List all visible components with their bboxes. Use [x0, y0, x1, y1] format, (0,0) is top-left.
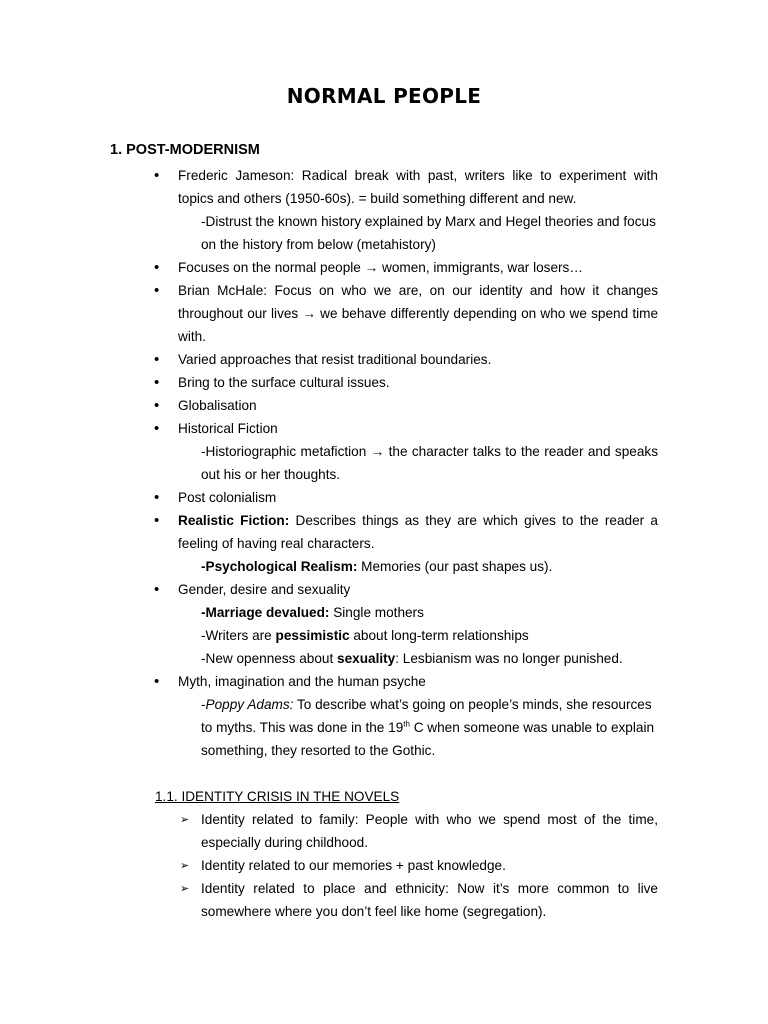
list-item: • Post colonialism [110, 486, 658, 509]
sub-note: -New openness about sexuality: Lesbianism was no longer punished. [201, 651, 623, 666]
sub-note: -Historiographic metafiction → the character talks to the reader and speaks out his or her thoughts. [201, 444, 658, 482]
section-heading-post-modernism: 1. POST-MODERNISM [110, 142, 260, 158]
sub-note: -Psychological Realism: Memories (our past shapes us). [201, 559, 553, 574]
list-item: • Myth, imagination and the human psyche -Poppy Adams: To describe what’s going on people’s minds, she resources to myths. This was done in the 19th C when someone was unable to explain something, they resorted to the Gothic. [110, 670, 658, 762]
sub-note: -Poppy Adams: To describe what’s going on people’s minds, she resources to myths. This was done in the 19th C when someone was unable to explain something, they resorted to the Gothic. [201, 697, 655, 758]
list-item: • Gender, desire and sexuality -Marriage devalued: Single mothers -Writers are pessimistic about long-term relationships -New openness about sexuality: Lesbianism was no longer punished. [110, 578, 658, 670]
identity-crisis-list [110, 808, 658, 923]
list-item: ➢ Identity related to our memories + past knowledge. [110, 854, 658, 877]
list-item: • Brian McHale: Focus on who we are, on our identity and how it changes throughout our lives → we behave differently depending on who we spend time with. [110, 279, 658, 348]
bold-term: Realistic Fiction: [178, 513, 290, 528]
list-item: • Focuses on the normal people → women, immigrants, war losers… [110, 256, 658, 279]
post-modernism-list [110, 164, 658, 762]
list-item: • Varied approaches that resist traditional boundaries. [110, 348, 658, 371]
sub-note: -Writers are pessimistic about long-term relationships [201, 628, 529, 643]
list-item: • Frederic Jameson: Radical break with past, writers like to experiment with topics and others (1950-60s). = build something different and new. -Distrust the known history explained by Marx and Hegel theories and focus on the history from below (metahistory) [110, 164, 658, 256]
subsection-heading-identity-crisis: 1.1. IDENTITY CRISIS IN THE NOVELS [155, 789, 400, 804]
list-item: ➢ Identity related to place and ethnicity: Now it’s more common to live somewhere where you don’t feel like home (segregation). [110, 877, 658, 923]
list-item: • Bring to the surface cultural issues. [110, 371, 658, 394]
sub-note: -Marriage devalued: Single mothers [201, 605, 424, 620]
list-item: • Realistic Fiction: Describes things as they are which gives to the reader a feeling of having real characters. -Psychological Realism: Memories (our past shapes us). [110, 509, 658, 578]
page-title: NORMAL PEOPLE [286, 84, 482, 108]
list-item: • Historical Fiction -Historiographic metafiction → the character talks to the reader and speaks out his or her thoughts. [110, 417, 658, 486]
document-body [110, 164, 658, 923]
sub-note: -Distrust the known history explained by Marx and Hegel theories and focus on the history from below (metahistory) [201, 214, 656, 252]
list-item: ➢ Identity related to family: People with who we spend most of the time, especially during childhood. [110, 808, 658, 854]
list-item: • Globalisation [110, 394, 658, 417]
